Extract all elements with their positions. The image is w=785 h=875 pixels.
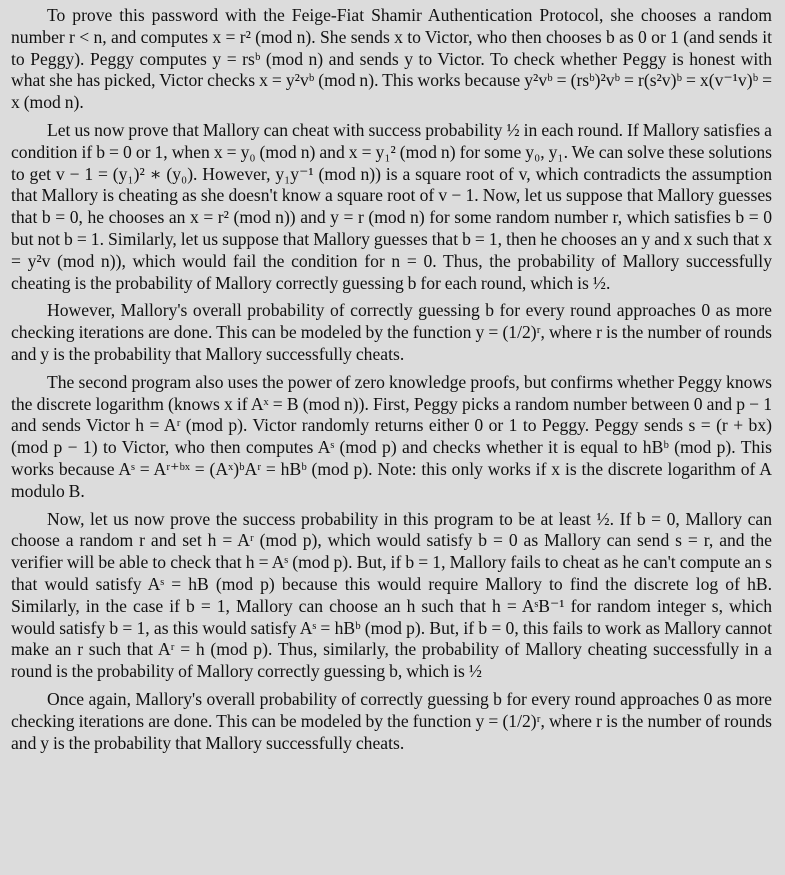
paragraph-overall-probability-repeat: Once again, Mallory's overall probability of correctly guessing b for every round approaches 0 as more checking iterations are done. This can be modeled by the function y = (1/2)ʳ, where r is the number of rounds and y is the probability that Mallory successfully cheats. — [11, 688, 772, 753]
paragraph-success-probability: Now, let us now prove the success probability in this program to be at least ½. If b = 0, Mallory can choose a random r and set h = Aʳ (mod p), which would satisfy b = 0 as Mallory can send s = r, and the verifier will be able to check that h = Aˢ (mod p). But, if b = 1, Mallory fails to cheat as he can't compute an s that would satisfy Aˢ = hB (mod p) because this would require Mallory to find the discrete log of hB. Similarly, in the case if b = 1, Mallory can choose an h such that h = AˢB⁻¹ for random integer s, which would satisfy b = 1, as this would satisfy Aˢ = hBᵇ (mod p). But, if b = 0, this fails to work as Mallory cannot make an r such that Aʳ = h (mod p). Thus, similarly, the probability of Mallory cheating successfully in a round is the probability of Mallory correctly guessing b, which is ½ — [11, 508, 772, 682]
paragraph-discrete-logarithm: The second program also uses the power of zero knowledge proofs, but confirms whether Peggy knows the discrete logarithm (knows x if Aˣ = B (mod n)). First, Peggy picks a random number between 0 and p − 1 and sends Victor h = Aʳ (mod p). Victor randomly returns either 0 or 1 to Peggy. Peggy sends s = (r + bx) (mod p − 1) to Victor, who then computes Aˢ (mod p) and checks whether it is equal to hBᵇ (mod p). This works because Aˢ = Aʳ⁺ᵇˣ = (Aˣ)ᵇAʳ = hBᵇ (mod p). Note: this only works if x is the discrete logarithm of A modulo B. — [11, 371, 772, 501]
paragraph-overall-probability: However, Mallory's overall probability of correctly guessing b for every round approaches 0 as more checking iterations are done. This can be modeled by the function y = (1/2)ʳ, where r is the number of rounds and y is the probability that Mallory successfully cheats. — [11, 300, 772, 364]
paragraph-feige-fiat-shamir: To prove this password with the Feige-Fiat Shamir Authentication Protocol, she chooses a random number r < n, and computes x = r² (mod n). She sends x to Victor, who then chooses b as 0 or 1 (and sends it to Peggy). Peggy computes y = rsᵇ (mod n) and sends y to Victor. To check whether Peggy is honest with what she has picked, Victor checks x = y²vᵇ (mod n). This works because y²vᵇ = (rsᵇ)²vᵇ = r(s²v)ᵇ = x(v⁻¹v)ᵇ = x (mod n). — [11, 5, 772, 113]
paragraph-mallory-cheat-proof: Let us now prove that Mallory can cheat with success probability ½ in each round. If Mallory satisfies a condition if b = 0 or 1, when x = y₀ (mod n) and x = y₁² (mod n) for some y₀, y₁. We can solve these solutions to get v − 1 = (y₁)² ∗ (y₀). However, y₁y⁻¹ (mod n)) is a square root of v, which contradicts the assumption that Mallory is cheating as she doesn't know a square root of v − 1. Now, let us suppose that Mallory guesses that b = 0, he chooses an x = r² (mod n)) and y = r (mod n) for some random number r, which satisfies b = 0 but not b = 1. Similarly, let us suppose that Mallory guesses that b = 1, then he chooses an y and x such that x = y²v (mod n)), which would fail the condition for n = 0. Thus, the probability of Mallory successfully cheating is the probability of Mallory correctly guessing b for each round, which is ½. — [11, 119, 772, 293]
